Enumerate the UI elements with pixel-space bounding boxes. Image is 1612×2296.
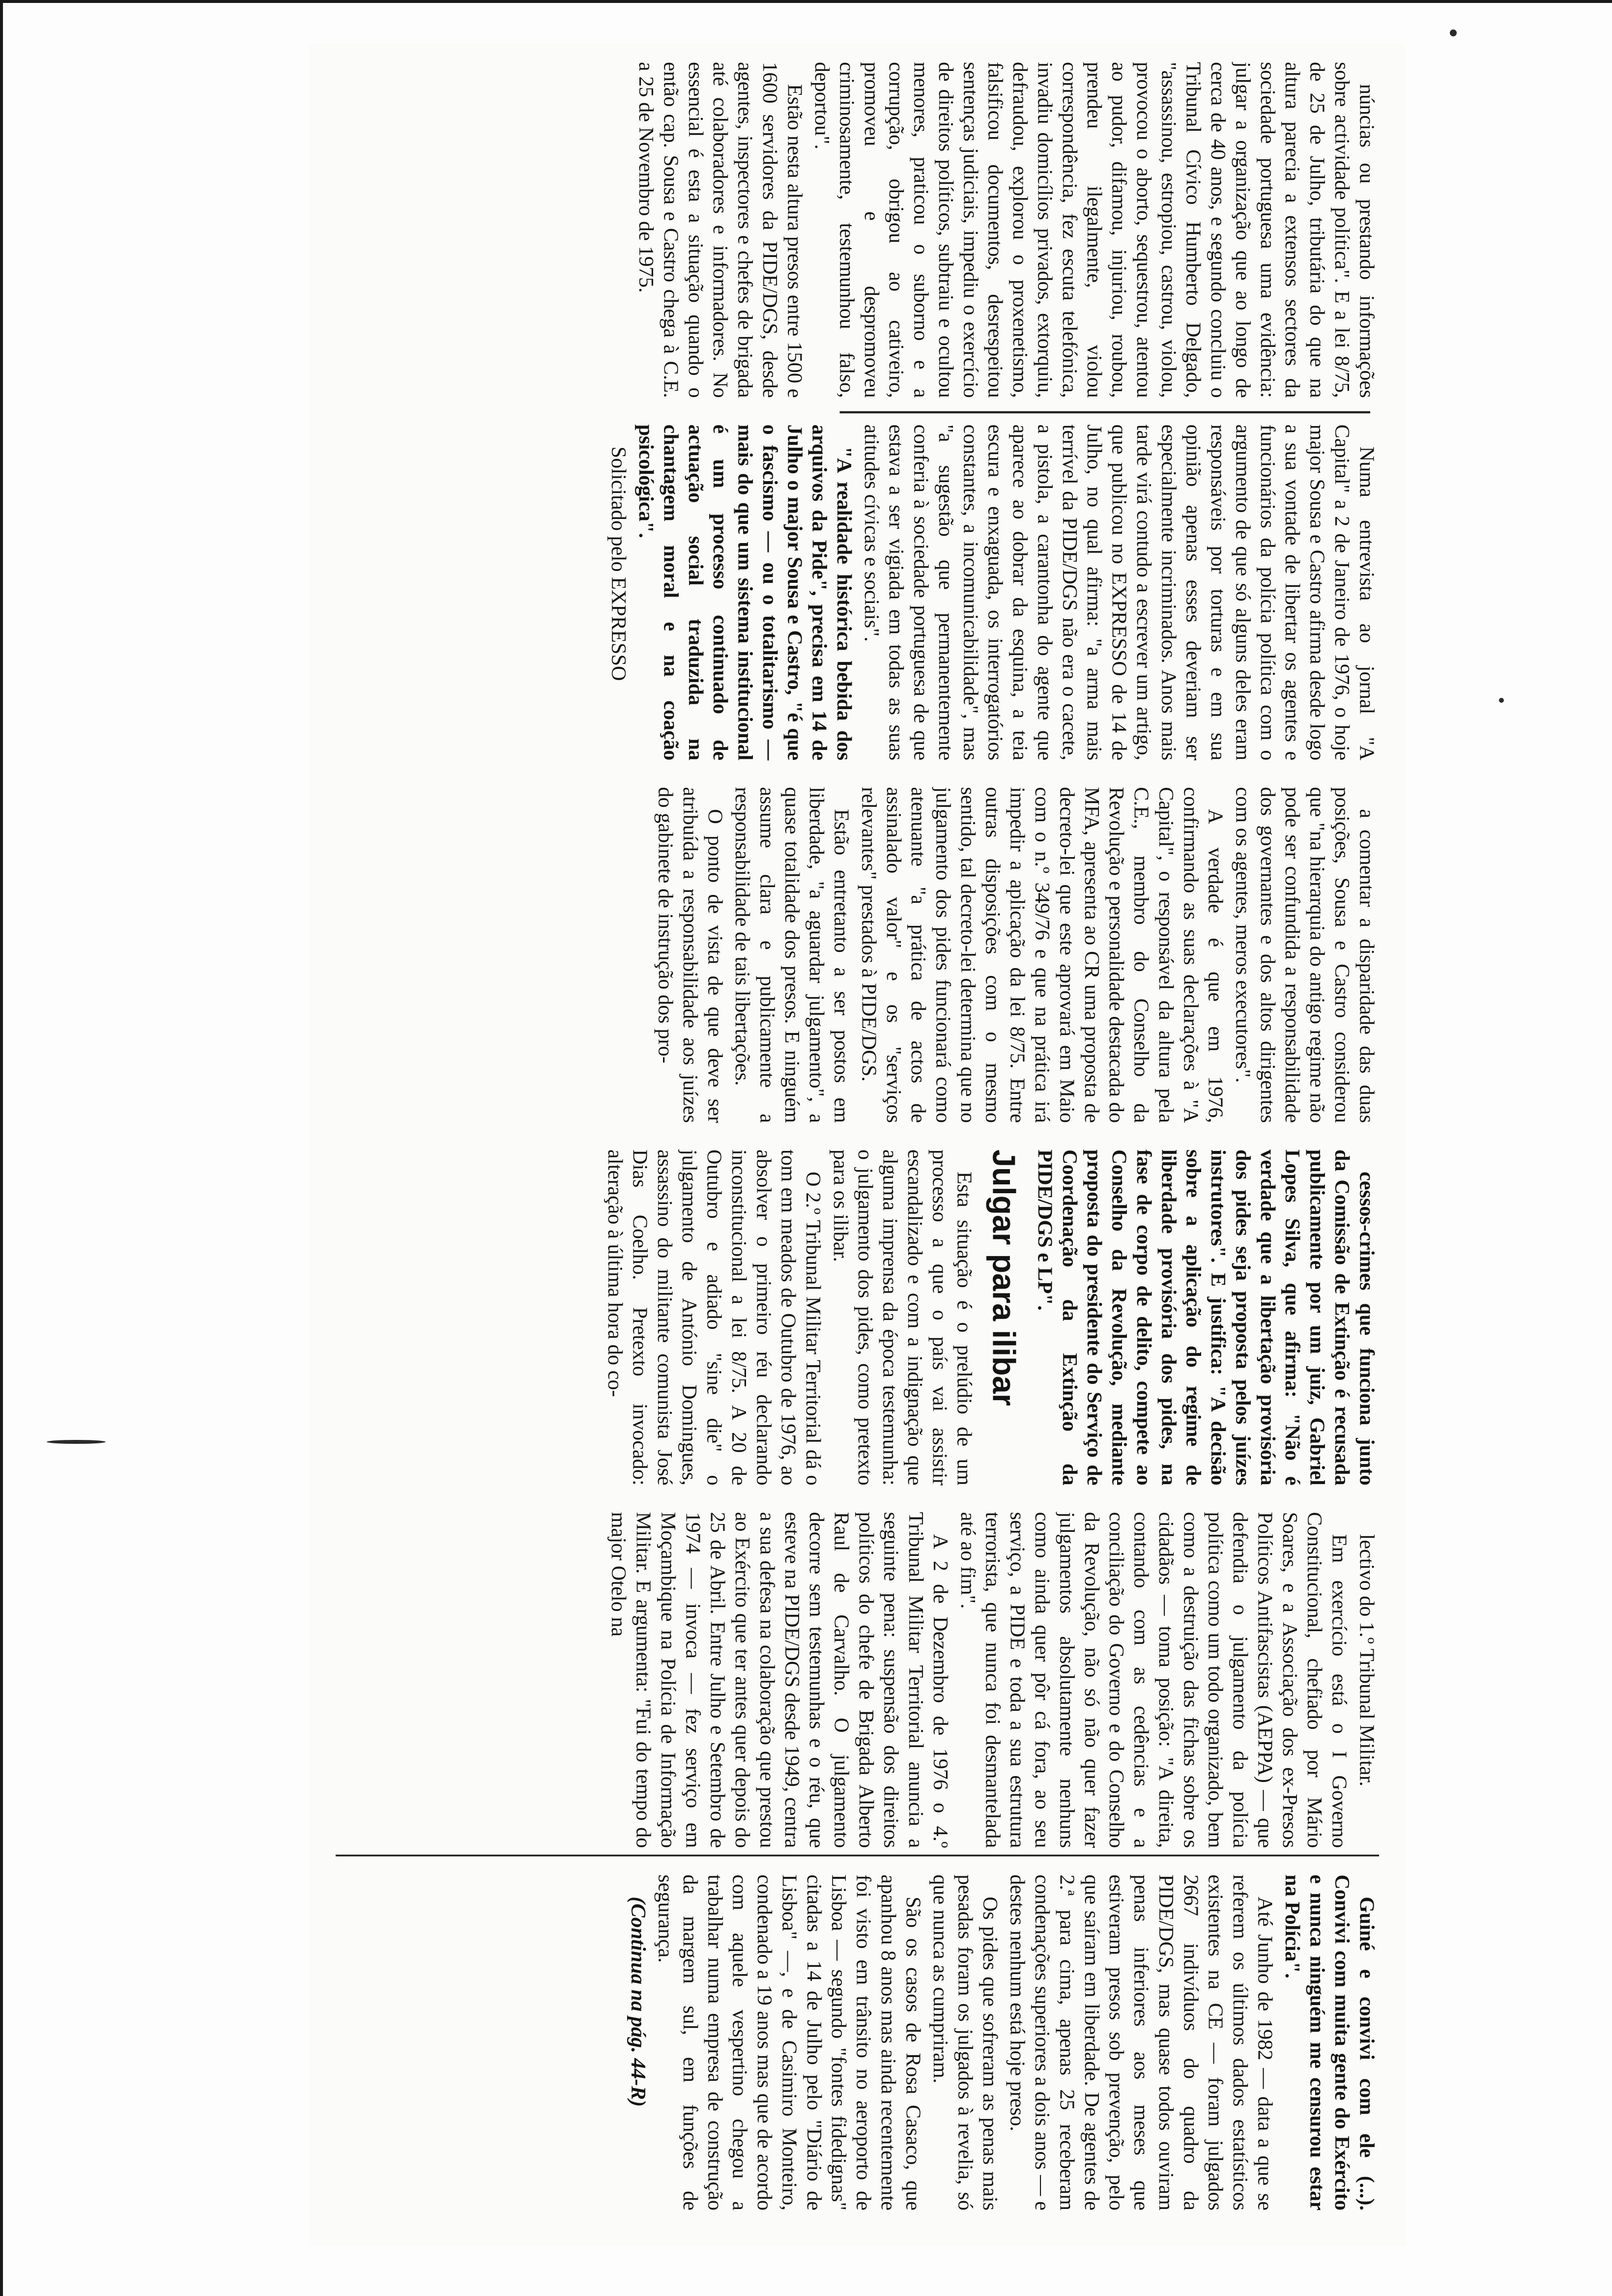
article-paragraph: Esta situação é o prelúdio de um processo a que o país vai assistir escandalizado e com a indignação que alguma imprensa da época testemunha: o julgamento dos pides, como pretexto para os ilibar. [829, 1149, 976, 1486]
scan-speck [47, 1440, 106, 1444]
continued-on-page-note: (Continua na pág. 44-R) [626, 1896, 650, 2107]
scan-edge-left [0, 0, 3, 2296]
article-paragraph: A verdade é que em 1976, confirmando as suas declarações à "A Capital", o responsável da altura pela C.E., membro do Conselho da Revolução e personalidade destacada do MFA, apresenta ao CR uma proposta de decreto-lei que este aprovará em Maio com o n.º 349/76 e que na prática irá impedir a aplicação da lei 8/75. Entre outras disposições com o mesmo sentido, tal decreto-lei determina que no julgamento dos pides funcionará como atenuante "a prática de actos de assinalado valor" e os "serviços relevantes" prestados à PIDE/DGS. [857, 787, 1227, 1123]
scan-speck [1499, 698, 1504, 703]
article-paragraph: Solicitado pelo EXPRESSO [607, 446, 631, 681]
article-column-4 [336, 1149, 1379, 1486]
article-paragraph: núncias ou prestando informações sobre actividade política". E a lei 8/75, de 25 de Julho, tributária do que na altura parecia a extensos sectores da sociedade portuguesa uma evidência: julgar a organização que ao longo de cerca de 40 anos, e segundo concluiu o Tribunal Cívico Humberto Delgado, "assassinou, estropiou, castrou, violou, provocou o aborto, sequestrou, atentou ao pudor, difamou, injuriou, roubou, prendeu ilegalmente, violou correspondência, fez escuta telefónica, invadiu domicílios privados, extorquiu, defraudou, explorou o proxenetismo, falsificou documentos, desrespeitou sentenças judiciais, impediu o exercício de direitos políticos, subtraiu e ocultou menores, praticou o suborno e a corrupção, obrigou ao cativeiro, promoveu e despromoveu criminosamente, testemunhou falso, deportou". [810, 61, 1379, 398]
article-paragraph: O ponto de vista de que deve ser atribuída a responsabilidade aos juízes do gabinete de instrução dos pro- [654, 787, 727, 1123]
scan-speck [1450, 29, 1457, 36]
article-paragraph: Estão entretanto a ser postos em liberdade, "a aguardar julgamento", a quase totalidade dos presos. E ninguém assume clara e publicamente a responsabilidade de tais libertações. [731, 787, 853, 1123]
article-paragraph: São os casos de Rosa Casaco, que apanhou 8 anos mas ainda recentemente foi visto em trânsito no aeroporto de Lisboa — segundo "fontes fidedignas" citadas a 14 de Julho pelo "Diário de Lisboa" —, e de Casimiro Monteiro, condenado a 19 anos mas que de acordo com aquele vespertino chegou a trabalhar numa empresa de construção da margem sul, em funções de segurança. [654, 1874, 925, 2211]
column-rule [840, 411, 1371, 413]
article-paragraph: lectivo do 1.º Tribunal Militar. [1355, 1534, 1379, 1787]
column-rule [336, 1855, 1379, 1857]
article-paragraph: a comentar a disparidade das duas posições, Sousa e Castro considerou que "na hierarquia do antigo regime não pode ser confundida a responsabilidade dos governantes e dos altos dirigentes com os agentes, meros executores". [1231, 787, 1379, 1123]
article-paragraph: Guiné e convivi com ele (...). Convivi com muita gente do Exército e nunca ninguém me censurou estar na Polícia". [1281, 1874, 1379, 2211]
article-paragraph: Em exercício está o I Governo Constitucional, chefiado por Mário Soares, e a Associação dos ex-Presos Políticos Antifascistas (AEPPA) — que defendia o julgamento da polícia política como um todo organizado, bem como a destruição das fichas sobre os cidadãos — toma posição: "A direita, contando com as cedências e a conciliação do Governo e do Conselho da Revolução, não só não quer fazer julgamentos absolutamente nenhuns como ainda quer pôr cá fora, ao seu serviço, a PIDE e toda a sua estrutura terrorista, que nunca foi desmantelada até ao fim". [956, 1512, 1351, 1848]
article-column-2 [336, 425, 1379, 761]
article-paragraph: Numa entrevista ao jornal "A Capital" a 2 de Janeiro de 1976, o hoje major Sousa e Castro afirma desde logo a sua vontade de libertar os agentes e funcionários da polícia política com o argumento de que só alguns deles eram responsáveis por torturas e em sua opinião apenas esses deveriam ser especialmente incriminados. Anos mais tarde virá contudo a escrever um artigo, que publicou no EXPRESSO de 14 de Julho, no qual afirma: "a arma mais terrível da PIDE/DGS não era o cacete, a pistola, a carantonha do agente que aparece ao dobrar da esquina, a teia escura e enxaguada, os interrogatórios constantes, a incomunicabilidade", mas "a sugestão que permanentemente conferia à sociedade portuguesa de que estava a ser vigiada em todas as suas atitudes cívicas e sociais". [860, 424, 1379, 761]
article-paragraph: Estão nesta altura presos entre 1500 e 1600 servidores da PIDE/DGS, desde agentes, inspectores e chefes de brigada até colaboradores e informadores. No essencial é esta a situação quando o então cap. Sousa e Castro chega à C.E. a 25 de Novembro de 1975. [634, 61, 806, 398]
scan-edge-top [0, 0, 1612, 3]
article-paragraph: "A realidade histórica bebida dos arquivos da Pide", precisa em 14 de Julho o major Sousa e Castro, "é que o fascismo — ou o totalitarismo — mais do que um sistema institucional é um processo continuado de actuação social traduzida na chantagem moral e na coação psicológica". [634, 424, 856, 761]
article-paragraph: Os pides que sofreram as penas mais pesadas foram os julgados à revelia, só que nunca as cumpriram. [929, 1874, 1002, 2211]
section-subheading: Julgar para ilibar [986, 1149, 1022, 1406]
article-paragraph: Até Junho de 1982 — data a que se referem os últimos dados estatísticos existentes na CE — foram julgados 2667 indivíduos do quadro da PIDE/DGS, mas quase todos ouviram penas inferiores aos meses que estiveram presos sob prevenção, pelo que saíram em liberdade. De agentes de 2.ª para cima, apenas 25 receberam condenações superiores a dois anos — e destes nenhum está hoje preso. [1006, 1874, 1277, 2211]
article-column-6 [336, 1874, 1379, 2210]
article-column-3 [336, 787, 1379, 1123]
newspaper-clipping [309, 44, 1406, 2246]
article-column-1 [336, 62, 1379, 398]
article-column-5 [336, 1512, 1379, 1848]
article-paragraph: A 2 de Dezembro de 1976 o 4.º Tribunal Militar Territorial anuncia a seguinte pena: suspensão dos direitos políticos do chefe de Brigada Alberto Raul de Carvalho. O julgamento decorre sem testemunhas e o réu, que esteve na PIDE/DGS desde 1949, centra a sua defesa na colaboração que prestou ao Exército que ter antes quer depois do 25 de Abril. Entre Julho e Setembro de 1974 — invoca — fez serviço em Moçambique na Polícia de Informação Militar. E argumenta: "Fui do tempo do major Otelo na [607, 1512, 952, 1848]
article-paragraph: cessos-crimes que funciona junto da Comissão de Extinção é recusada publicamente por um juiz, Gabriel Lopes Silva, que afirma: "Não é verdade que a libertação provisória dos pides seja proposta pelos juízes instrutores". E justifica: "A decisão sobre a aplicação do regime de liberdade provisória dos pides, na fase de corpo de delito, compete ao Conselho da Revolução, mediante proposta do presidente do Serviço de Coordenação da Extinção da PIDE/DGS e LP". [1033, 1149, 1379, 1486]
article-paragraph: O 2.º Tribunal Militar Territorial dá o tom em meados de Outubro de 1976, ao absolver o primeiro réu declarando inconstitucional a lei 8/75. A 20 de Outubro e adiado "sine die" o julgamento de António Domingues, assassino do militante comunista José Dias Coelho. Pretexto invocado: alteração à última hora do co- [604, 1149, 825, 1486]
